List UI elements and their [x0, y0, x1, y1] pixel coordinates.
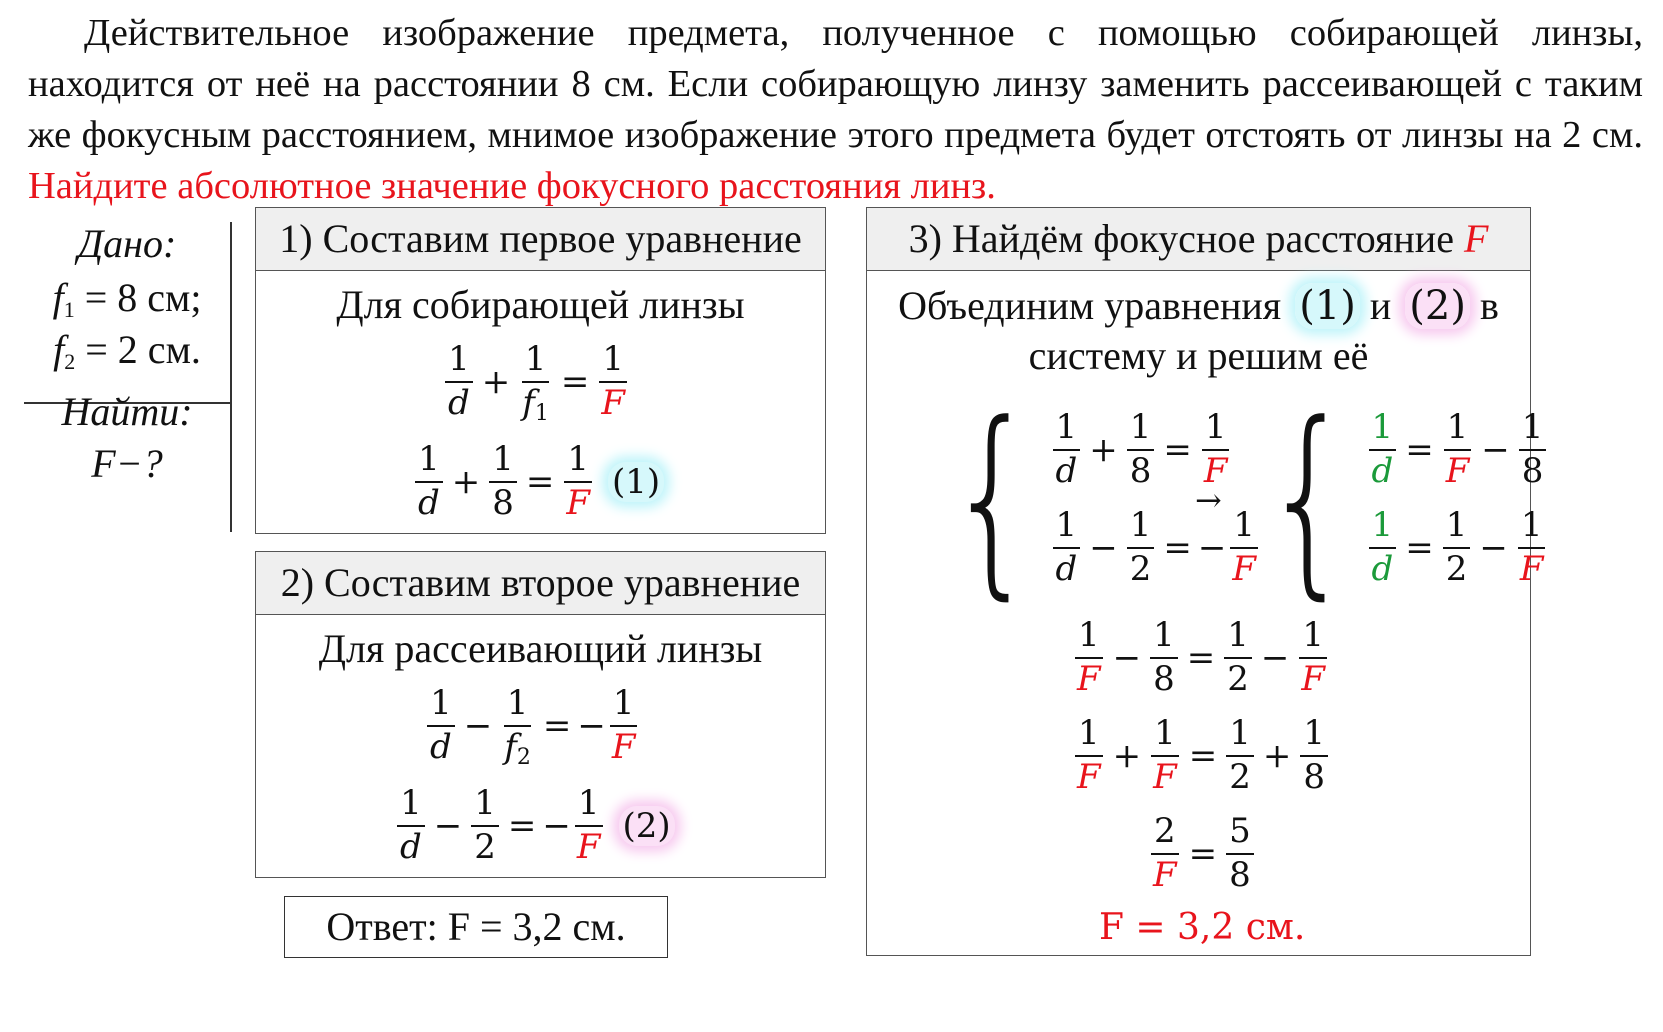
problem-question: Найдите абсолютное значение фокусного расстояния линз.: [28, 165, 996, 207]
find-value: F−?: [91, 441, 163, 486]
derivation-step-3: $\frac{2}{F}$ = $\frac{5}{8}$: [1147, 811, 1257, 897]
system-rearranged: { $\frac{1}{d}$ = $\frac{1}{F}$ − $\frac{1}{8}$ $\frac{1}{d}$ = $\frac{1}{2}$ − $\frac{1}{F}$: [1243, 399, 1549, 599]
equation-tag-2: (2): [619, 806, 675, 846]
step2-equation: $\frac{1}{d}$ − $\frac{1}{2}$ = − $\frac{1}{F}$ (2): [394, 783, 675, 869]
given-f1-value: = 8 см;: [84, 275, 202, 320]
given-f2-value: = 2 см.: [85, 327, 201, 372]
answer-value: F = 3,2 см.: [447, 904, 626, 949]
step3-caption-a: Объединим уравнения: [898, 283, 1282, 328]
step3-header-variable: F: [1463, 216, 1489, 261]
given-title: Дано:: [77, 221, 177, 266]
given-vertical-divider: [230, 222, 232, 532]
step3-panel: [866, 207, 1544, 956]
step3-body: [867, 281, 1544, 948]
given-f2: $f_2 = 2$ см.: [53, 327, 201, 374]
derivation-step-1: $\frac{1}{F}$ − $\frac{1}{8}$ = $\frac{1}{2}$ − $\frac{1}{F}$: [1071, 615, 1331, 701]
step3-and: и: [1369, 283, 1392, 328]
step2-lens-formula: $\frac{1}{d}$ − $\frac{1}{f_2}$ = − $\frac{1}{F}$: [424, 683, 641, 769]
problem-text: Действительное изображение предмета, полученное с помощью собирающей линзы, находится от неё на расстоянии 8 см. Если собирающую линзу заменить рассеивающей с таким же фокусным расстоянием, мнимое изображение этого предмета будет отстоять от линзы на 2 см.: [28, 12, 1643, 156]
step3-caption-c: систему и решим её: [1028, 333, 1369, 378]
step2-body: [256, 625, 825, 867]
step3-header: [867, 208, 1530, 271]
step1-lens-formula: $\frac{1}{d}$ + $\frac{1}{f_1}$ = $\frac{1}{F}$: [442, 339, 631, 425]
step1-header: 1) Составим первое уравнение: [256, 208, 825, 271]
step3-result-value: F = 3,2 см.: [1099, 907, 1306, 948]
step1-equation: $\frac{1}{d}$ + $\frac{1}{8}$ = $\frac{1}{F}$ (1): [412, 439, 664, 525]
given-f1: $f_1 = 8$ см;: [52, 275, 202, 322]
step1-body: [256, 281, 825, 523]
step2-caption: Для рассеивающий линзы: [318, 626, 763, 671]
step1-panel: [255, 207, 826, 534]
step2-panel: [255, 551, 826, 878]
equation-tag-1: (1): [608, 462, 664, 502]
derivation-step-2: $\frac{1}{F}$ + $\frac{1}{F}$ = $\frac{1}{2}$ + $\frac{1}{8}$: [1071, 713, 1331, 799]
step1-caption: Для собирающей линзы: [336, 282, 745, 327]
arrow-icon: →: [1195, 481, 1222, 519]
find-title: Найти:: [61, 389, 193, 434]
step3-result: [1099, 907, 1305, 948]
step2-header: 2) Составим второе уравнение: [256, 552, 825, 615]
answer-box: [284, 896, 668, 958]
step3-caption: [867, 281, 1530, 381]
system-original: { $\frac{1}{d}$ + $\frac{1}{8}$ = $\frac{1}{F}$ $\frac{1}{d}$ − $\frac{1}{2}$ = − $\frac{1}{F}$: [927, 399, 1262, 599]
step3-tag-2: (2): [1405, 283, 1470, 329]
step3-header-text: 3) Найдём фокусное расстояние: [908, 216, 1454, 261]
step3-tag-1: (1): [1295, 283, 1360, 329]
step3-caption-b: в: [1479, 283, 1499, 328]
problem-statement: [28, 8, 1643, 212]
answer-label: Ответ:: [326, 904, 438, 949]
